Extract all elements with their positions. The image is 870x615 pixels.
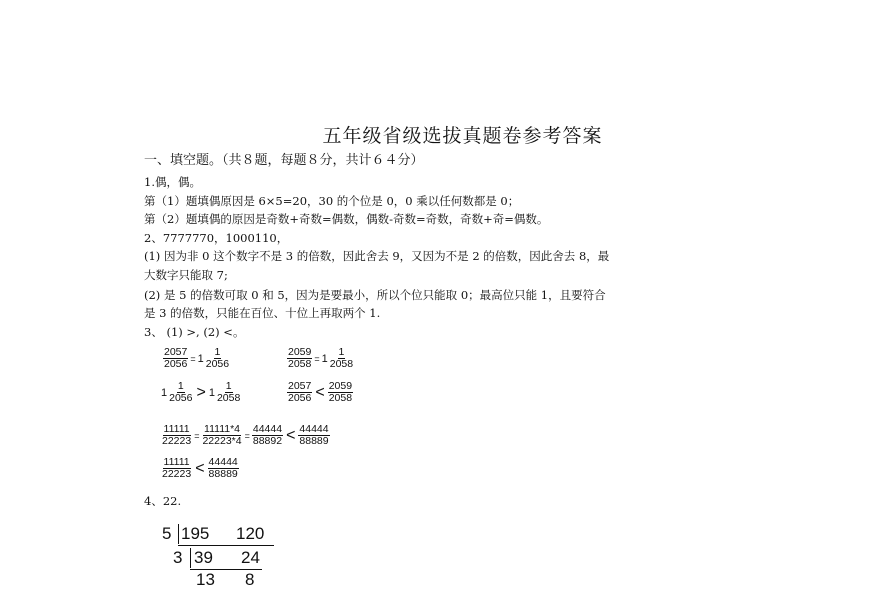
q1-reason-2: 第（2）题填偶的原因是奇数+奇数=偶数，偶数-奇数=奇数，奇数+奇=偶数。: [144, 212, 549, 226]
q1-reason-1: 第（1）题填偶原因是 6×5=20，30 的个位是 0，0 乘以任何数都是 0；: [144, 194, 520, 208]
fraction: $\frac{1}{2056}$: [205, 346, 230, 370]
fraction: $\frac{1}{2056}$: [169, 380, 193, 404]
fraction: $\frac{2059}{2058}$: [288, 346, 312, 370]
fraction: $\frac{11111*4}{22223*4}$: [202, 423, 242, 447]
q2-reason-2b: 是 3 的倍数，只能在百位、十位上再取两个 1.: [144, 306, 381, 320]
math-row-3: $\frac{11111}{22223}$ = $\frac{11111*4}{22223*4}$ = $\frac{44444}{88892}$ < $\frac{44444}{88889}$: [162, 423, 329, 447]
number-39: 39: [194, 548, 213, 567]
fraction: $\frac{44444}{88889}$: [208, 456, 238, 480]
divisor-1: 5: [162, 524, 172, 543]
math-row-2b: $\frac{2057}{2056}$ < $\frac{2059}{2058}$: [288, 380, 353, 404]
number-120: 120: [236, 524, 265, 543]
q4-answer: 4、22.: [144, 494, 182, 508]
number-195: 195: [181, 524, 210, 543]
fraction: $\frac{44444}{88889}$: [299, 423, 329, 447]
fraction: $\frac{1}{2058}$: [216, 380, 241, 404]
number-24: 24: [241, 548, 260, 567]
section-heading: 一、填空题。（共８题，每题８分，共计６４分）: [144, 153, 424, 168]
q2-answer: 2、7777770，1000110，: [144, 231, 289, 245]
number-13: 13: [196, 570, 215, 589]
math-row-1b: $\frac{2059}{2058}$ = 1 $\frac{1}{2058}$: [288, 346, 354, 370]
math-row-4: $\frac{11111}{22223}$ < $\frac{44444}{88889}$: [162, 456, 238, 480]
fraction: $\frac{44444}{88892}$: [252, 423, 283, 447]
math-row-2a: 1 $\frac{1}{2056}$ > 1 $\frac{1}{2058}$: [161, 380, 241, 404]
math-row-1a: $\frac{2057}{2056}$ = 1 $\frac{1}{2056}$: [164, 346, 230, 370]
number-8: 8: [245, 570, 255, 589]
q3-answer: 3、 (1) >, (2) <。: [144, 325, 245, 339]
fraction: $\frac{11111}{22223}$: [162, 423, 192, 447]
divisor-2: 3: [173, 548, 183, 567]
fraction: $\frac{2059}{2058}$: [328, 380, 353, 404]
division-bracket: [190, 548, 191, 568]
fraction: $\frac{2057}{2056}$: [288, 380, 312, 404]
fraction: $\frac{2057}{2056}$: [164, 346, 188, 370]
fraction: $\frac{1}{2058}$: [329, 346, 354, 370]
division-line: [178, 545, 274, 546]
q2-reason-1b: 大数字只能取 7;: [144, 268, 228, 282]
q1-answer: 1.偶，偶。: [144, 175, 201, 189]
q2-reason-1a: (1) 因为非 0 这个数字不是 3 的倍数，因此舍去 9，又因为不是 2 的倍数，因此舍去 8，最: [144, 249, 610, 263]
page-title: 五年级省级选拔真题卷参考答案: [322, 125, 603, 147]
division-bracket: [178, 524, 179, 544]
fraction: $\frac{11111}{22223}$: [162, 456, 192, 480]
q2-reason-2a: (2) 是 5 的倍数可取 0 和 5，因为是要最小，所以个位只能取 0；最高位只能 1，且要符合: [144, 288, 606, 302]
